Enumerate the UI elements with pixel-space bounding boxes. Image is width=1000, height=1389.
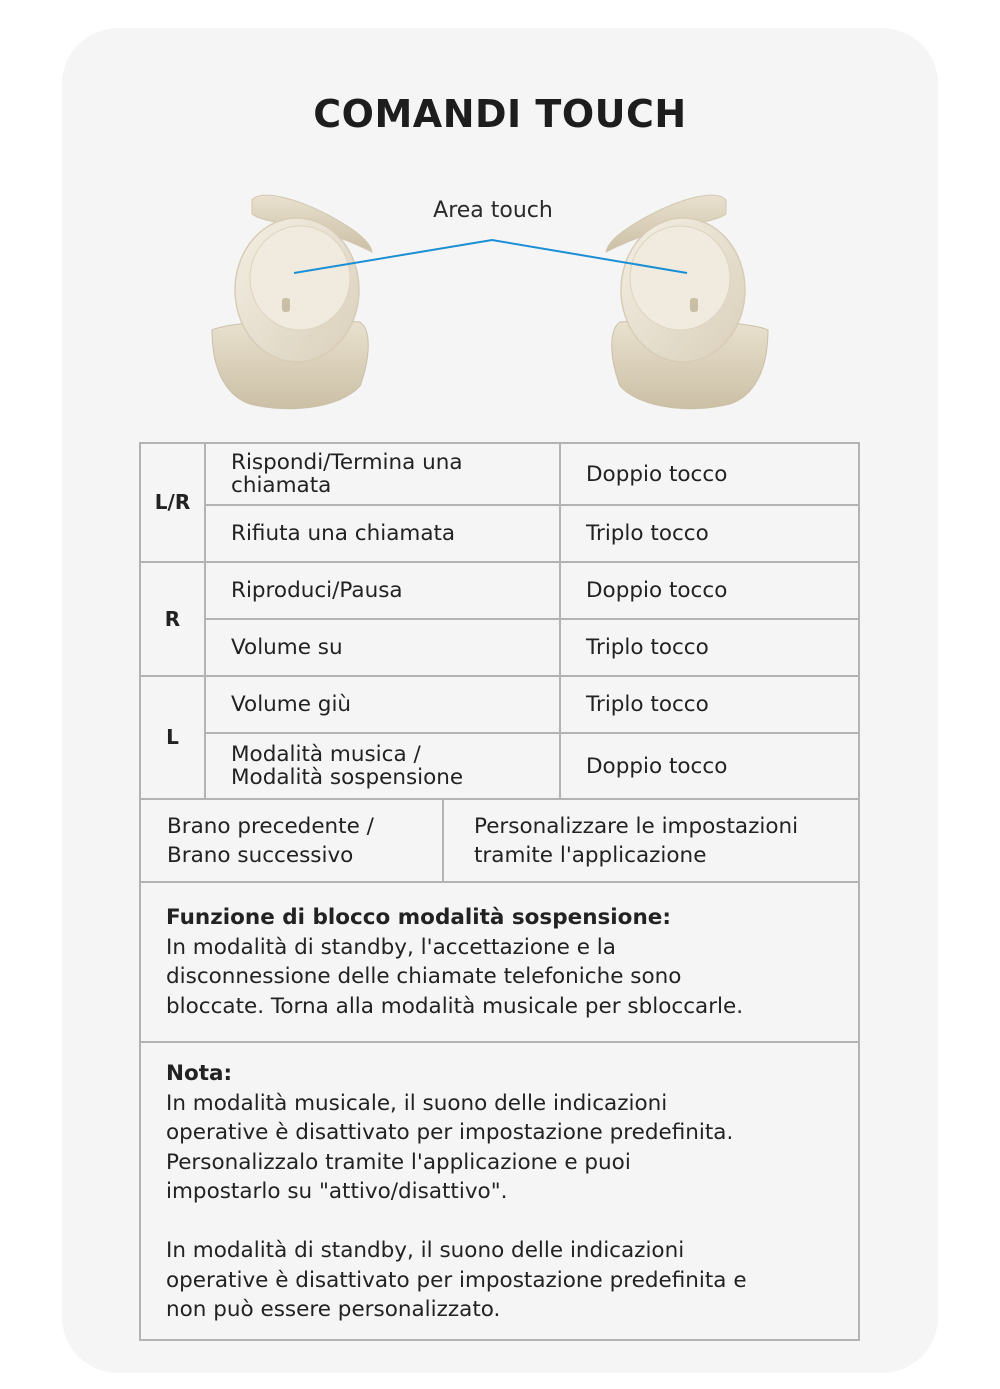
- table-row: [140, 505, 859, 562]
- note-line: operative è disattivato per impostazione predefinita e: [166, 1267, 747, 1293]
- sleep-lock-heading: Funzione di blocco modalità sospensione:: [166, 905, 671, 930]
- touch-commands-table: [139, 442, 860, 1341]
- gesture-cell: Doppio tocco: [560, 443, 859, 505]
- note-line: non può essere personalizzato.: [166, 1297, 501, 1322]
- gesture-cell: Triplo tocco: [560, 676, 859, 733]
- right-earbud: [606, 195, 768, 409]
- gesture-cell: Triplo tocco: [560, 505, 859, 562]
- track-row: [140, 799, 859, 882]
- track-label-cell: [140, 799, 443, 882]
- note-line: In modalità musicale, il suono delle indicazioni: [166, 1090, 668, 1116]
- note-line: In modalità di standby, il suono delle indicazioni: [166, 1238, 685, 1263]
- gesture-cell: Doppio tocco: [560, 562, 859, 619]
- sleep-lock-line: bloccate. Torna alla modalità musicale per sbloccarle.: [166, 993, 744, 1019]
- side-label-r: R: [140, 562, 205, 676]
- note-line: impostarlo su "attivo/disattivo".: [166, 1179, 508, 1204]
- left-earbud: [212, 195, 372, 409]
- table-row: [140, 676, 859, 733]
- track-info-cell: [443, 799, 859, 882]
- action-cell: Volume su: [205, 619, 560, 676]
- gesture-cell: Doppio tocco: [560, 733, 859, 799]
- track-label-line: Brano precedente /: [167, 813, 374, 839]
- action-cell: Rifiuta una chiamata: [205, 505, 560, 562]
- action-cell: [205, 733, 560, 799]
- side-label-l: L: [140, 676, 205, 799]
- action-line: Modalità sospensione: [231, 765, 464, 790]
- table-row: [140, 733, 859, 799]
- action-cell: Rispondi/Termina una chiamata: [205, 443, 560, 505]
- track-info-line: Personalizzare le impostazioni: [474, 813, 799, 839]
- page-title: COMANDI TOUCH: [313, 92, 687, 136]
- action-cell: Volume giù: [205, 676, 560, 733]
- table-row: [140, 443, 859, 505]
- action-line: Modalità musica /: [231, 742, 421, 767]
- note-cell: [140, 1042, 859, 1340]
- action-cell: Riproduci/Pausa: [205, 562, 560, 619]
- sleep-lock-row: [140, 882, 859, 1042]
- gesture-cell: Triplo tocco: [560, 619, 859, 676]
- paragraph-gap: [166, 1207, 846, 1237]
- touch-area-label: Area touch: [433, 198, 553, 223]
- track-label-line: Brano successivo: [167, 842, 354, 868]
- note-row: [140, 1042, 859, 1340]
- note-line: operative è disattivato per impostazione predefinita.: [166, 1120, 734, 1145]
- sleep-lock-cell: [140, 882, 859, 1042]
- side-label-lr: L/R: [140, 443, 205, 562]
- table-row: [140, 562, 859, 619]
- note-heading: Nota:: [166, 1061, 233, 1086]
- table-row: [140, 619, 859, 676]
- note-line: Personalizzalo tramite l'applicazione e puoi: [166, 1149, 631, 1175]
- sleep-lock-line: disconnessione delle chiamate telefoniche sono: [166, 964, 682, 989]
- track-info-line: tramite l'applicazione: [474, 842, 707, 868]
- sleep-lock-line: In modalità di standby, l'accettazione e la: [166, 934, 616, 960]
